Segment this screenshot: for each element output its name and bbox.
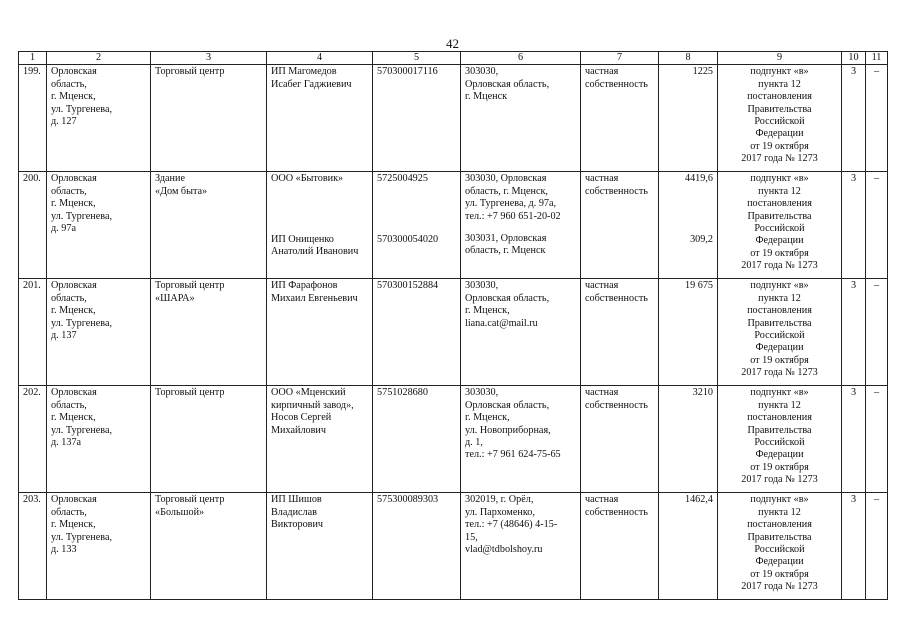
address-cell xyxy=(47,493,151,600)
inn-text: 575300089303 xyxy=(377,494,439,506)
page-number: 42 xyxy=(446,36,459,51)
col11-cell: – xyxy=(866,279,888,386)
basis-cell xyxy=(718,65,842,172)
row-number: 200. xyxy=(19,172,47,279)
table-row xyxy=(19,279,888,386)
registry-table xyxy=(18,51,888,600)
object-text: Здание «Дом быта» xyxy=(155,173,208,197)
inn-text-2: 570300054020 xyxy=(377,233,439,245)
spacer xyxy=(465,223,576,233)
inn-cell xyxy=(373,65,461,172)
column-header: 9 xyxy=(718,52,842,65)
contact-text: 303030, Орловская область, г. Мценск, ул. Новоприборная, д. 1, тел.: +7 961 624-75-65 xyxy=(465,387,561,461)
row-number: 199. xyxy=(19,65,47,172)
area-text: 1462,4 xyxy=(684,494,713,506)
inn-text: 570300152884 xyxy=(377,280,439,292)
area-text-2: 309,2 xyxy=(690,233,713,245)
inn-text: 570300017116 xyxy=(377,66,438,78)
address-text: Орловская область, г. Мценск, ул. Тургенева, д. 133 xyxy=(51,494,113,556)
row-number: 202. xyxy=(19,386,47,493)
basis-text: подпункт «в» пункта 12 постановления Правительства Российской Федерации от 19 октября 2017 года № 1273 xyxy=(741,494,818,593)
address-cell xyxy=(47,386,151,493)
owner-cell xyxy=(267,172,373,279)
ownership-text: частная собственность xyxy=(585,173,648,197)
contact-cell xyxy=(461,279,581,386)
object-cell xyxy=(151,279,267,386)
address-text: Орловская область, г. Мценск, ул. Тургенева, д. 137 xyxy=(51,280,113,342)
col11-cell: – xyxy=(866,172,888,279)
area-cell xyxy=(659,493,718,600)
contact-cell xyxy=(461,493,581,600)
ownership-cell xyxy=(581,65,659,172)
object-cell xyxy=(151,386,267,493)
object-text: Торговый центр «Большой» xyxy=(155,494,225,518)
address-text: Орловская область, г. Мценск, ул. Тургенева, д. 97а xyxy=(51,173,113,235)
basis-text: подпункт «в» пункта 12 постановления Правительства Российской Федерации от 19 октября 2017 года № 1273 xyxy=(741,173,818,272)
column-header: 6 xyxy=(461,52,581,65)
col11-cell: – xyxy=(866,65,888,172)
contact-cell xyxy=(461,172,581,279)
inn-cell xyxy=(373,386,461,493)
object-cell xyxy=(151,172,267,279)
owner-text: ИП Шишов Владислав Викторович xyxy=(271,494,324,531)
spacer xyxy=(663,186,713,234)
inn-cell xyxy=(373,172,461,279)
col10-cell: 3 xyxy=(842,386,866,493)
basis-cell xyxy=(718,279,842,386)
area-text: 1225 xyxy=(692,66,713,78)
row-number: 203. xyxy=(19,493,47,600)
basis-text: подпункт «в» пункта 12 постановления Правительства Российской Федерации от 19 октября 2017 года № 1273 xyxy=(741,66,818,165)
owner-text: ИП Фарафонов Михаил Евгеньевич xyxy=(271,280,358,304)
spacer xyxy=(377,186,456,234)
column-header: 4 xyxy=(267,52,373,65)
col11-cell: – xyxy=(866,493,888,600)
ownership-cell xyxy=(581,386,659,493)
ownership-text: частная собственность xyxy=(585,494,648,518)
column-header: 1 xyxy=(19,52,47,65)
column-header: 2 xyxy=(47,52,151,65)
contact-cell xyxy=(461,65,581,172)
contact-text-2: 303031, Орловская область, г. Мценск xyxy=(465,233,547,257)
object-text: Торговый центр xyxy=(155,66,225,78)
ownership-cell xyxy=(581,279,659,386)
ownership-text: частная собственность xyxy=(585,66,648,90)
contact-text: 303030, Орловская область, г. Мценск, ул. Тургенева, д. 97а, тел.: +7 960 651-20-02 xyxy=(465,173,561,222)
owner-cell xyxy=(267,493,373,600)
owner-text: ИП Магомедов Исабег Гаджиевич xyxy=(271,66,352,90)
table-row xyxy=(19,65,888,172)
owner-cell xyxy=(267,386,373,493)
column-header: 10 xyxy=(842,52,866,65)
inn-cell xyxy=(373,493,461,600)
address-text: Орловская область, г. Мценск, ул. Тургенева, д. 137а xyxy=(51,387,113,449)
ownership-cell xyxy=(581,493,659,600)
column-header: 7 xyxy=(581,52,659,65)
ownership-text: частная собственность xyxy=(585,280,648,304)
address-cell xyxy=(47,172,151,279)
column-header: 3 xyxy=(151,52,267,65)
column-header: 8 xyxy=(659,52,718,65)
inn-text: 5725004925 xyxy=(377,173,428,185)
inn-cell xyxy=(373,279,461,386)
object-cell xyxy=(151,493,267,600)
table-row xyxy=(19,172,888,279)
ownership-text: частная собственность xyxy=(585,387,648,411)
basis-text: подпункт «в» пункта 12 постановления Правительства Российской Федерации от 19 октября 2017 года № 1273 xyxy=(741,280,818,379)
area-cell xyxy=(659,386,718,493)
object-text: Торговый центр «ШАРА» xyxy=(155,280,225,304)
basis-cell xyxy=(718,172,842,279)
column-header: 11 xyxy=(866,52,888,65)
contact-text: 302019, г. Орёл, ул. Пархоменко, тел.: +7 (48646) 4-15- 15, vlad@tdbolshoy.ru xyxy=(465,494,558,556)
area-text: 3210 xyxy=(692,387,713,399)
spacer xyxy=(271,186,368,234)
owner-cell xyxy=(267,279,373,386)
table-row xyxy=(19,386,888,493)
area-cell xyxy=(659,172,718,279)
header-row xyxy=(19,52,888,65)
basis-text: подпункт «в» пункта 12 постановления Правительства Российской Федерации от 19 октября 2017 года № 1273 xyxy=(741,387,818,486)
col10-cell: 3 xyxy=(842,279,866,386)
address-cell xyxy=(47,279,151,386)
col10-cell: 3 xyxy=(842,493,866,600)
area-text: 4419,6 xyxy=(684,173,713,185)
basis-cell xyxy=(718,386,842,493)
col10-cell: 3 xyxy=(842,65,866,172)
col10-cell: 3 xyxy=(842,172,866,279)
col11-cell: – xyxy=(866,386,888,493)
owner-text: ООО «Мценский кирпичный завод», Носов Сергей Михайлович xyxy=(271,387,354,436)
area-cell xyxy=(659,65,718,172)
row-number: 201. xyxy=(19,279,47,386)
contact-text: 303030, Орловская область, г. Мценск xyxy=(465,66,550,103)
owner-text: ООО «Бытовик» xyxy=(271,173,344,185)
owner-text-2: ИП Онищенко Анатолий Иванович xyxy=(271,233,359,258)
object-text: Торговый центр xyxy=(155,387,225,399)
basis-cell xyxy=(718,493,842,600)
contact-cell xyxy=(461,386,581,493)
owner-cell xyxy=(267,65,373,172)
address-cell xyxy=(47,65,151,172)
ownership-cell xyxy=(581,172,659,279)
area-text: 19 675 xyxy=(684,280,713,292)
area-cell xyxy=(659,279,718,386)
address-text: Орловская область, г. Мценск, ул. Тургенева, д. 127 xyxy=(51,66,113,128)
inn-text: 5751028680 xyxy=(377,387,428,399)
column-header: 5 xyxy=(373,52,461,65)
table-row xyxy=(19,493,888,600)
contact-text: 303030, Орловская область, г. Мценск, liana.cat@mail.ru xyxy=(465,280,550,329)
object-cell xyxy=(151,65,267,172)
